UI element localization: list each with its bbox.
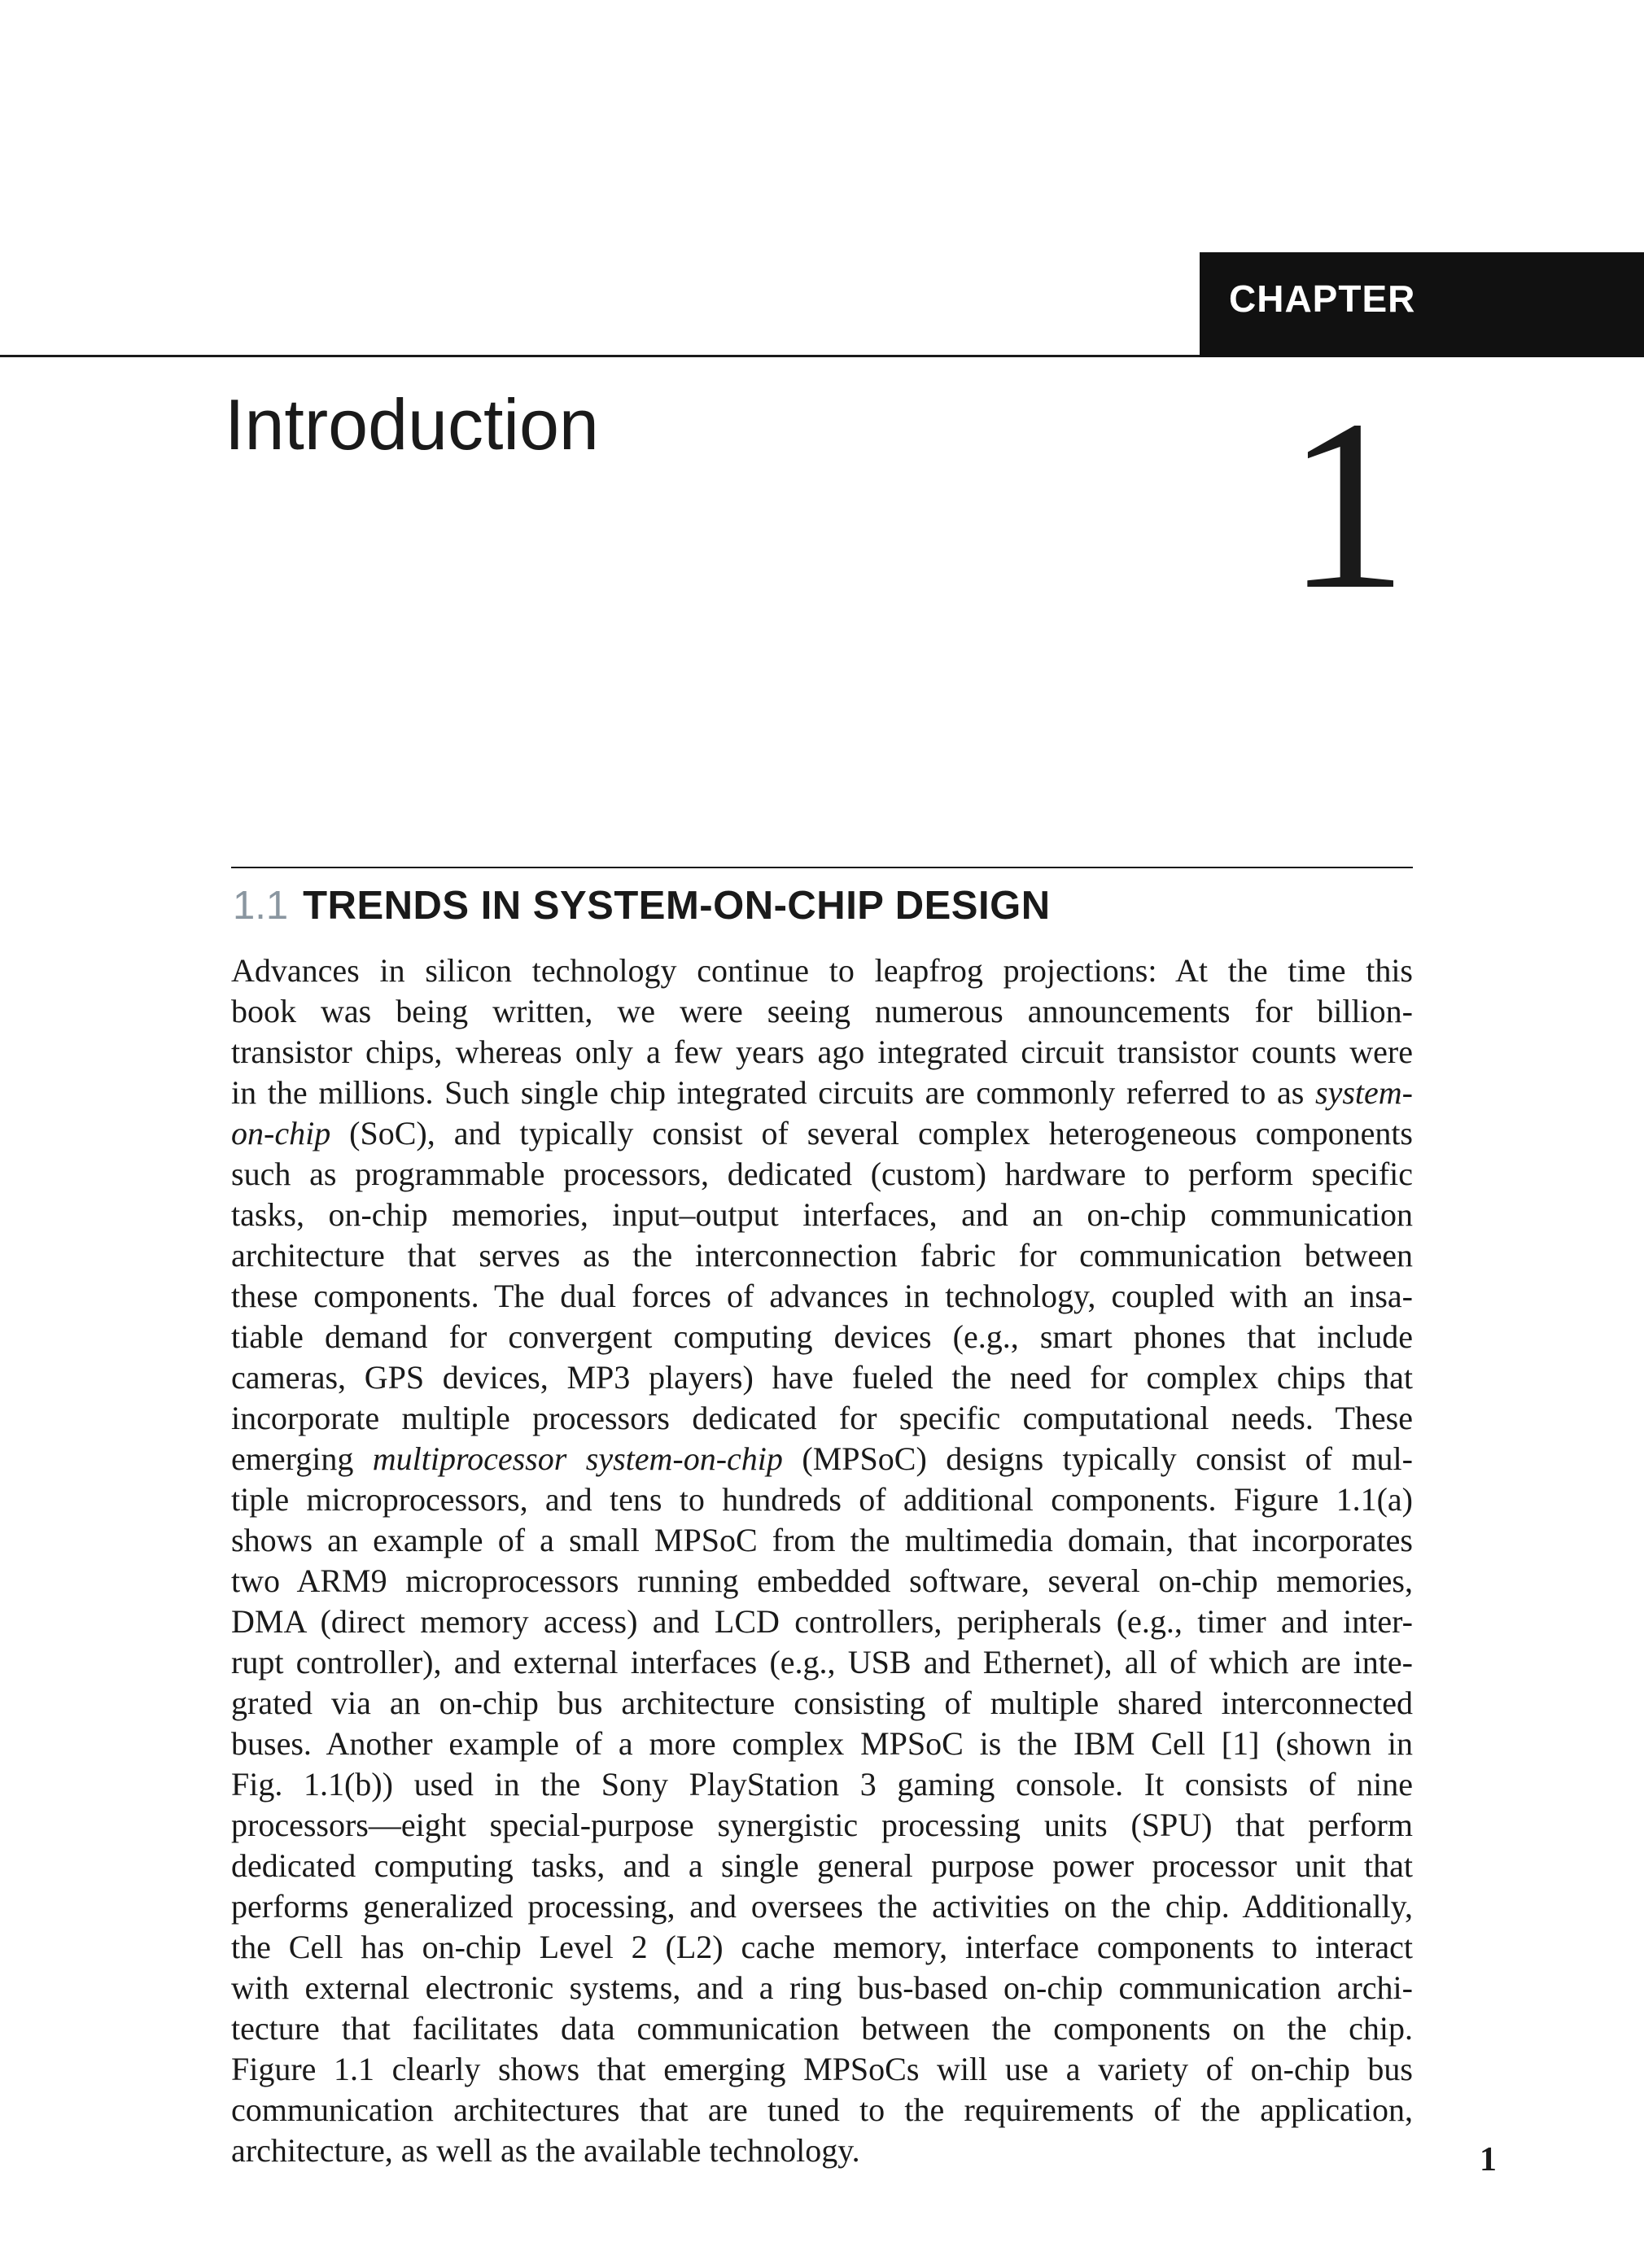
body-line [231,1479,1413,1520]
body-text-run: two ARM9 microprocessors running embedded software, several on-chip memories, [231,1562,1413,1599]
chapter-label-box [1200,252,1644,357]
body-line [231,950,1413,991]
italic-term: system- [1315,1074,1413,1111]
body-line [231,1439,1413,1479]
body-text-run: the Cell has on-chip Level 2 (L2) cache memory, interface components to interact [231,1929,1413,1965]
body-text-run: with external electronic systems, and a ring bus-based on-chip communication archi- [231,1969,1413,2006]
section-title: TRENDS IN SYSTEM-ON-CHIP DESIGN [303,884,1051,928]
body-line [231,2049,1413,2090]
body-text-run: architecture, as well as the available technology. [231,2132,860,2169]
chapter-title: Introduction [225,384,599,465]
section-number: 1.1 [233,884,289,928]
body-text-run: in the millions. Such single chip integrated circuits are commonly referred to as [231,1074,1316,1111]
body-text-run: grated via an on-chip bus architecture consisting of multiple shared interconnected [231,1685,1413,1721]
body-text-run: Figure 1.1 clearly shows that emerging MPSoCs will use a variety of on-chip bus [231,2051,1413,2087]
body-line [231,1276,1413,1317]
body-line [231,2130,1413,2171]
body-line [231,1724,1413,1764]
body-text-run: transistor chips, whereas only a few years ago integrated circuit transistor counts were [231,1033,1413,1070]
body-line [231,1968,1413,2008]
body-line [231,1846,1413,1886]
body-text-run: shows an example of a small MPSoC from the multimedia domain, that incorporates [231,1522,1413,1558]
body-line [231,1886,1413,1927]
body-text-run: book was being written, we were seeing numerous announcements for billion- [231,993,1413,1029]
body-text-run: tiable demand for convergent computing devices (e.g., smart phones that include [231,1318,1413,1355]
body-line [231,1927,1413,1968]
body-text-run: (SoC), and typically consist of several complex heterogeneous components [330,1115,1413,1151]
body-line [231,2090,1413,2130]
body-line [231,1357,1413,1398]
body-line [231,1154,1413,1195]
body-text-run: emerging [231,1440,373,1477]
body-line [231,2008,1413,2049]
body-text-run: DMA (direct memory access) and LCD controllers, peripherals (e.g., timer and inter- [231,1603,1413,1640]
body-text-run: rupt controller), and external interfaces (e.g., USB and Ethernet), all of which are inte- [231,1644,1413,1680]
body-text-run: tasks, on-chip memories, input–output interfaces, and an on-chip communication [231,1196,1413,1233]
body-text-run: tiple microprocessors, and tens to hundreds of additional components. Figure 1.1(a) [231,1481,1413,1518]
body-line [231,1602,1413,1642]
body-line [231,1642,1413,1683]
body-line [231,991,1413,1032]
italic-term: multiprocessor system-on-chip [372,1440,783,1477]
body-paragraph [231,950,1413,2171]
body-line [231,1520,1413,1561]
section-heading [233,882,1051,930]
body-line [231,1398,1413,1439]
body-text-run: Fig. 1.1(b)) used in the Sony PlayStation 3 gaming console. It consists of nine [231,1766,1413,1803]
body-line [231,1683,1413,1724]
italic-term: on-chip [231,1115,331,1151]
body-line [231,1317,1413,1357]
body-text-run: Advances in silicon technology continue to leapfrog projections: At the time this [231,952,1413,989]
body-text-run: these components. The dual forces of advances in technology, coupled with an insa- [231,1278,1413,1314]
body-line [231,1032,1413,1073]
body-text-run: performs generalized processing, and oversees the activities on the chip. Additionally, [231,1888,1413,1925]
body-text-run: processors—eight special-purpose synergistic processing units (SPU) that perform [231,1807,1413,1843]
body-text-run: dedicated computing tasks, and a single general purpose power processor unit that [231,1847,1413,1884]
body-line [231,1805,1413,1846]
body-text-run: incorporate multiple processors dedicated for specific computational needs. These [231,1400,1413,1436]
body-line [231,1235,1413,1276]
body-text-run: such as programmable processors, dedicated (custom) hardware to perform specific [231,1156,1413,1192]
body-line [231,1073,1413,1113]
body-text-run: cameras, GPS devices, MP3 players) have fueled the need for complex chips that [231,1359,1413,1396]
section-rule [231,867,1413,868]
body-text-run: buses. Another example of a more complex MPSoC is the IBM Cell [1] (shown in [231,1725,1413,1762]
chapter-number: 1 [1286,369,1408,640]
body-text-run: (MPSoC) designs typically consist of mul- [782,1440,1413,1477]
page-number: 1 [1480,2141,1497,2178]
body-line [231,1195,1413,1235]
body-text-run: communication architectures that are tuned to the requirements of the application, [231,2091,1413,2128]
body-line [231,1113,1413,1154]
chapter-label: CHAPTER [1229,277,1416,320]
body-text-run: architecture that serves as the interconnection fabric for communication between [231,1237,1413,1274]
body-line [231,1561,1413,1602]
body-text-run: tecture that facilitates data communication between the components on the chip. [231,2010,1413,2047]
body-line [231,1764,1413,1805]
